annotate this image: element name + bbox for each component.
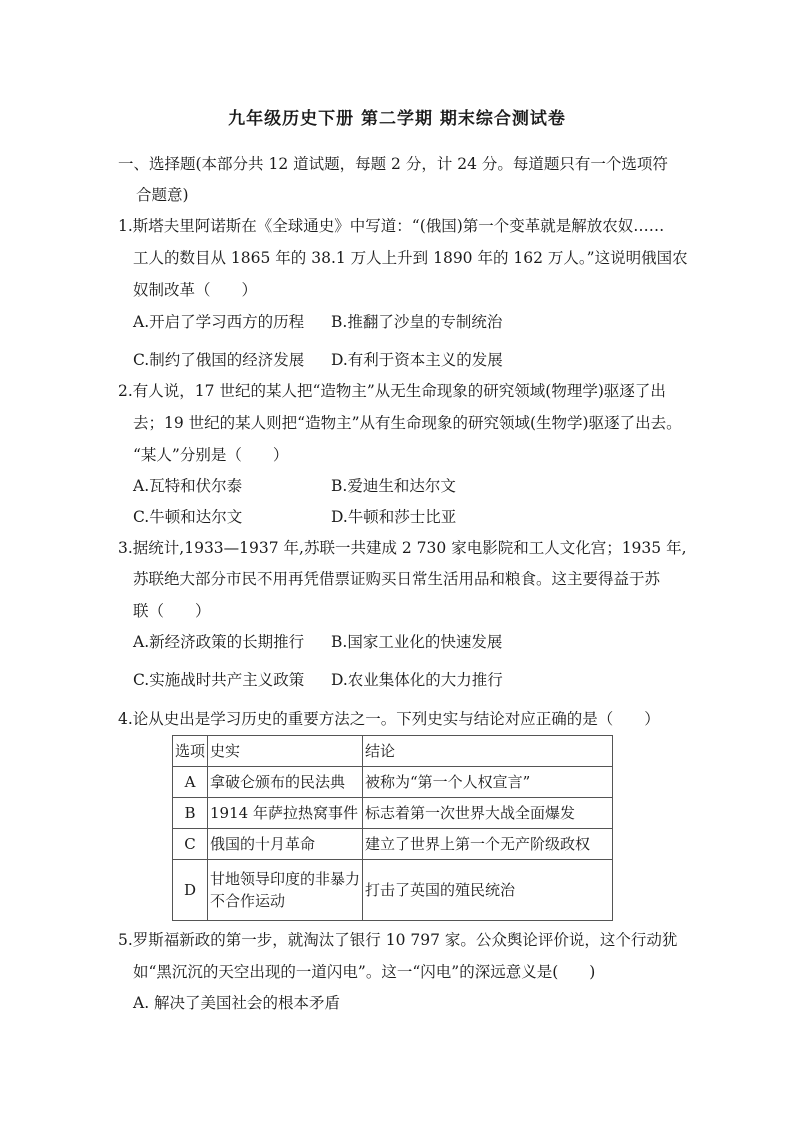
table-cell-fact: 俄国的十月革命 <box>208 829 363 860</box>
table-cell-conclusion: 被称为“第一个人权宣言” <box>363 767 613 798</box>
q2-option-c[interactable]: C.牛顿和达尔文 <box>133 508 243 526</box>
q4-stem: 4.论从史出是学习历史的重要方法之一。下列史实与结论对应正确的是（ ） <box>118 710 660 728</box>
q2-stem-line-3: “某人”分别是（ ） <box>133 446 289 464</box>
section-heading-line-1: 一、选择题(本部分共 12 道试题，每题 2 分，计 24 分。每道题只有一个选项符 <box>118 155 668 173</box>
table-cell-conclusion: 打击了英国的殖民统治 <box>363 860 613 921</box>
table-cell-option: C <box>173 829 208 860</box>
table-row <box>173 798 613 829</box>
q3-stem-line-2: 苏联绝大部分市民不用再凭借票证购买日常生活用品和粮食。这主要得益于苏 <box>133 570 661 588</box>
q3-option-d[interactable]: D.农业集体化的大力推行 <box>331 671 503 689</box>
table-cell-conclusion: 标志着第一次世界大战全面爆发 <box>363 798 613 829</box>
table-cell-fact: 1914 年萨拉热窝事件 <box>208 798 363 829</box>
q2-option-b[interactable]: B.爱迪生和达尔文 <box>331 477 456 495</box>
table-cell-option: A <box>173 767 208 798</box>
table-cell-option: D <box>173 860 208 921</box>
q5-stem-line-1: 5.罗斯福新政的第一步，就淘汰了银行 10 797 家。公众舆论评价说，这个行动犹 <box>118 931 678 949</box>
q1-option-d[interactable]: D.有利于资本主义的发展 <box>331 351 503 369</box>
table-header-row <box>173 736 613 767</box>
q3-option-b[interactable]: B.国家工业化的快速发展 <box>331 633 503 651</box>
q2-option-d[interactable]: D.牛顿和莎士比亚 <box>331 508 457 526</box>
q2-stem-line-1: 2.有人说，17 世纪的某人把“造物主”从无生命现象的研究领域(物理学)驱逐了出 <box>118 382 666 400</box>
section-heading-line-2: 合题意) <box>136 186 189 204</box>
q1-stem-line-3: 奴制改革（ ） <box>133 281 258 299</box>
q1-stem-line-1: 1.斯塔夫里阿诺斯在《全球通史》中写道：“(俄国)第一个变革就是解放农奴…… <box>118 217 665 235</box>
table-row <box>173 860 613 921</box>
table-cell-option: B <box>173 798 208 829</box>
exam-title: 九年级历史下册 第二学期 期末综合测试卷 <box>228 109 566 129</box>
table-cell-conclusion: 建立了世界上第一个无产阶级政权 <box>363 829 613 860</box>
q3-stem-line-3: 联（ ） <box>133 602 211 620</box>
table-row <box>173 829 613 860</box>
q4-fact-table <box>172 735 613 921</box>
table-cell-fact: 拿破仑颁布的民法典 <box>208 767 363 798</box>
q3-option-a[interactable]: A.新经济政策的长期推行 <box>133 633 305 651</box>
table-header-fact: 史实 <box>208 736 363 767</box>
q5-stem-line-2: 如“黑沉沉的天空出现的一道闪电”。这一“闪电”的深远意义是( ) <box>133 963 596 981</box>
table-cell-fact: 甘地领导印度的非暴力不合作运动 <box>208 860 363 921</box>
q5-option-a[interactable]: A. 解决了美国社会的根本矛盾 <box>133 994 341 1012</box>
q2-option-a[interactable]: A.瓦特和伏尔泰 <box>133 477 243 495</box>
q1-stem-line-2: 工人的数目从 1865 年的 38.1 万人上升到 1890 年的 162 万人。”这说明俄国农 <box>133 249 688 267</box>
q2-stem-line-2: 去；19 世纪的某人则把“造物主”从有生命现象的研究领域(生物学)驱逐了出去。 <box>133 414 682 432</box>
table-header-conclusion: 结论 <box>363 736 613 767</box>
q1-option-b[interactable]: B.推翻了沙皇的专制统治 <box>331 313 503 331</box>
table-header-option: 选项 <box>173 736 208 767</box>
q1-option-c[interactable]: C.制约了俄国的经济发展 <box>133 351 305 369</box>
q3-option-c[interactable]: C.实施战时共产主义政策 <box>133 671 305 689</box>
q1-option-a[interactable]: A.开启了学习西方的历程 <box>133 313 305 331</box>
q3-stem-line-1: 3.据统计,1933—1937 年,苏联一共建成 2 730 家电影院和工人文化宫；1935 年, <box>118 539 687 557</box>
table-row <box>173 767 613 798</box>
